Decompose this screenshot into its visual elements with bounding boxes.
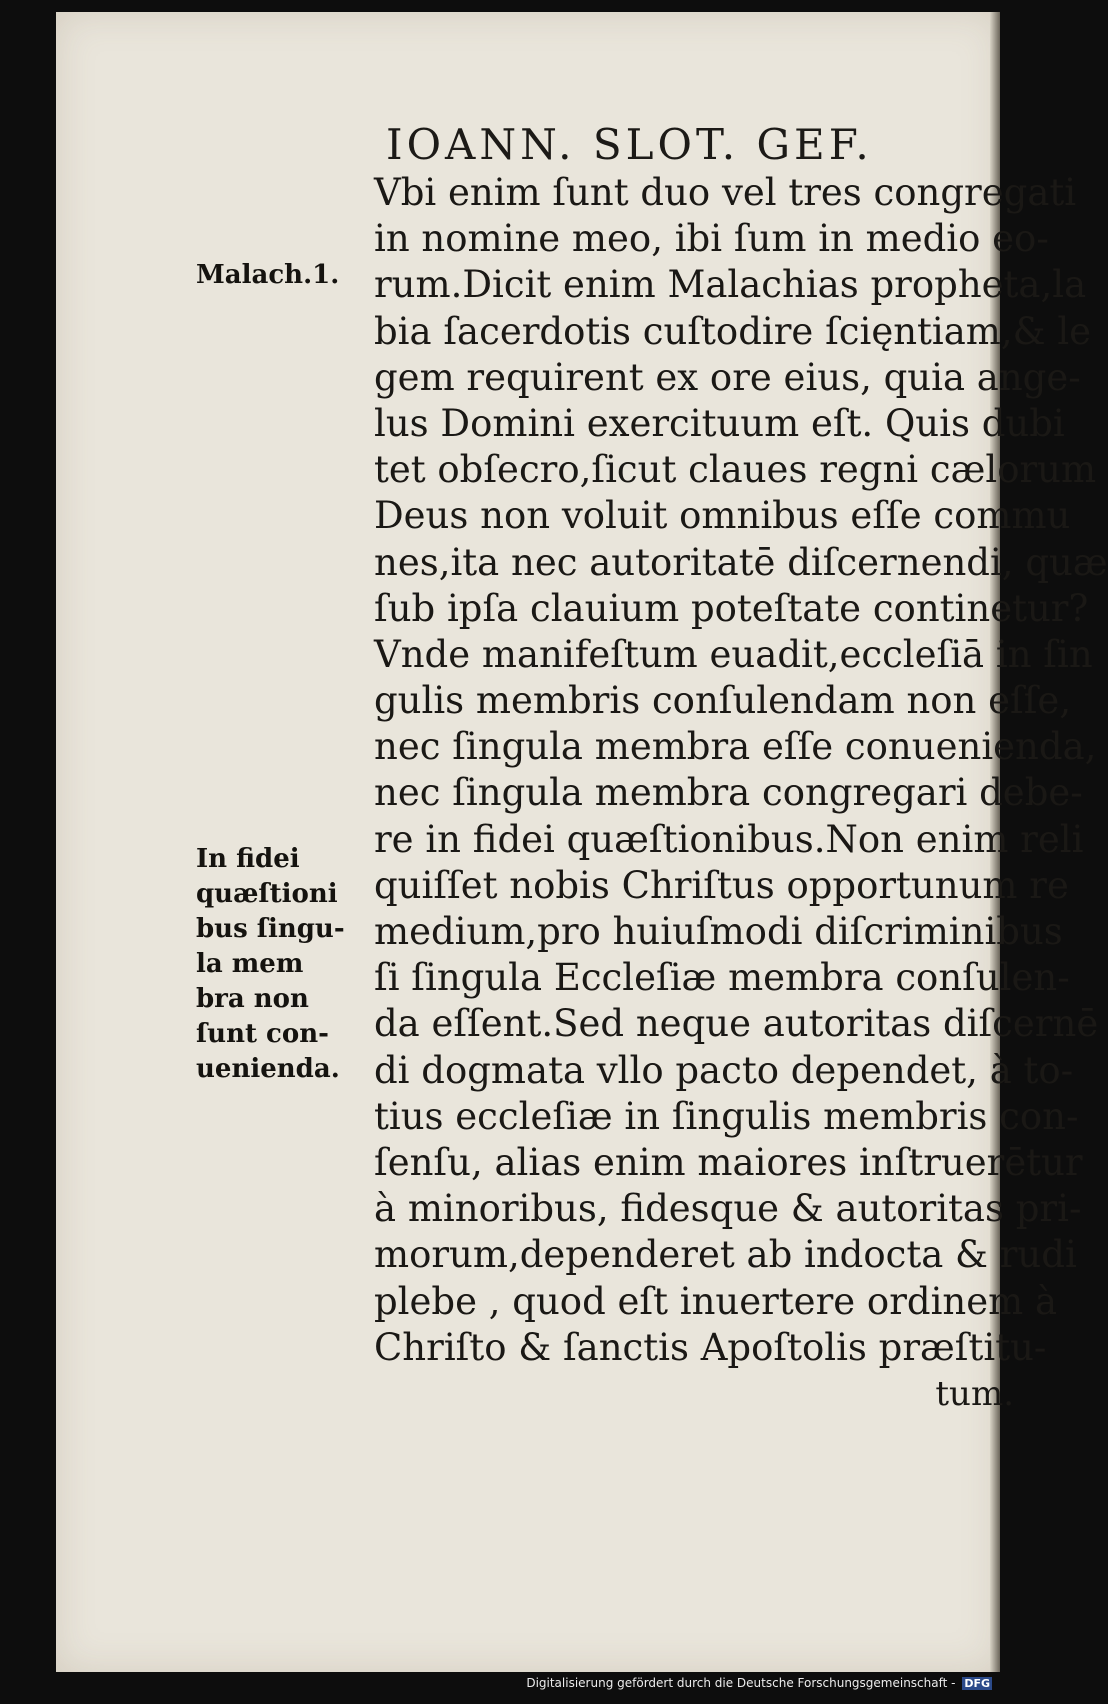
text-line: tius eccleſiæ in ſingulis membris con- xyxy=(374,1094,1079,1138)
text-line: quiſſet nobis Chriſtus opportunum re xyxy=(374,863,1069,907)
text-line: nes,ita nec autoritatē diſcernendi, quæ xyxy=(374,540,1108,584)
text-line: gem requirent ex ore eius, quia ange- xyxy=(374,355,1081,399)
marginal-note-line: In fidei xyxy=(196,844,300,874)
text-line: lus Domini exercituum eſt. Quis dubi xyxy=(374,401,1065,445)
text-line: in nomine meo, ibi ſum in medio eo- xyxy=(374,217,1049,261)
text-line: plebe , quod eſt inuertere ordinem à xyxy=(374,1279,1058,1323)
marginal-note-malachias xyxy=(196,258,361,293)
text-line: ſenſu, alias enim maiores inſtruerētur xyxy=(374,1140,1083,1184)
text-line: da eſſent.Sed neque autoritas diſcernē xyxy=(374,1002,1099,1046)
text-line: tet obſecro,ſicut claues regni cælorum xyxy=(374,448,1097,492)
text-line: Chriſto & ſanctis Apoſtolis præſtitu- xyxy=(374,1325,1047,1369)
marginal-note-line: quæſtioni xyxy=(196,879,338,909)
marginal-note-line: bus ſingu- xyxy=(196,914,345,944)
text-line: morum,dependeret ab indocta & rudi xyxy=(374,1233,1077,1277)
text-line: Vbi enim ſunt duo vel tres congregati xyxy=(374,171,1077,214)
text-line: ſub ipſa clauium poteſtate continetur? xyxy=(374,586,1089,630)
marginal-note-line: uenienda. xyxy=(196,1054,340,1084)
text-line: bia ſacerdotis cuſtodire ſcięntiam,& le xyxy=(374,309,1092,353)
text-line: Deus non voluit omnibus eſſe commu xyxy=(374,494,1071,538)
marginal-note-line: la mem xyxy=(196,949,304,979)
dfg-logo-icon: DFG xyxy=(964,1677,990,1690)
text-line: re in fidei quæſtionibus.Non enim reli xyxy=(374,817,1084,861)
marginal-note-line: Malach.1. xyxy=(196,260,340,290)
book-page xyxy=(56,12,1108,1672)
text-line: gulis membris conſulendam non eſſe, xyxy=(374,679,1072,723)
marginal-note-line: ſunt con- xyxy=(196,1019,329,1049)
text-line: di dogmata vllo pacto dependet, à to- xyxy=(374,1048,1074,1092)
digitization-footer xyxy=(0,1676,1000,1698)
text-line: nec ſingula membra congregari debe- xyxy=(374,771,1083,815)
text-line: Vnde manifeſtum euadit,eccleſiā in ſin xyxy=(374,632,1093,676)
text-line: medium,pro huiuſmodi diſcriminibus xyxy=(374,910,1063,953)
catchword: tum. xyxy=(935,1373,1014,1414)
body-text xyxy=(374,170,1108,1417)
text-line: ſi ſingula Eccleſiæ membra conſulen- xyxy=(374,956,1070,1000)
text-line: nec ſingula membra eſſe conuenienda, xyxy=(374,725,1097,769)
footer-text: Digitalisierung gefördert durch die Deutsche Forschungsgemeinschaft - xyxy=(526,1676,956,1690)
text-line: rum.Dicit enim Malachias propheta,la xyxy=(374,263,1087,307)
text-line: à minoribus, fidesque & autoritas pri- xyxy=(374,1187,1082,1231)
running-head: IOANN. SLOT. GEF. xyxy=(386,120,873,169)
marginal-note-fidei xyxy=(196,842,361,1087)
marginal-note-line: bra non xyxy=(196,984,309,1014)
